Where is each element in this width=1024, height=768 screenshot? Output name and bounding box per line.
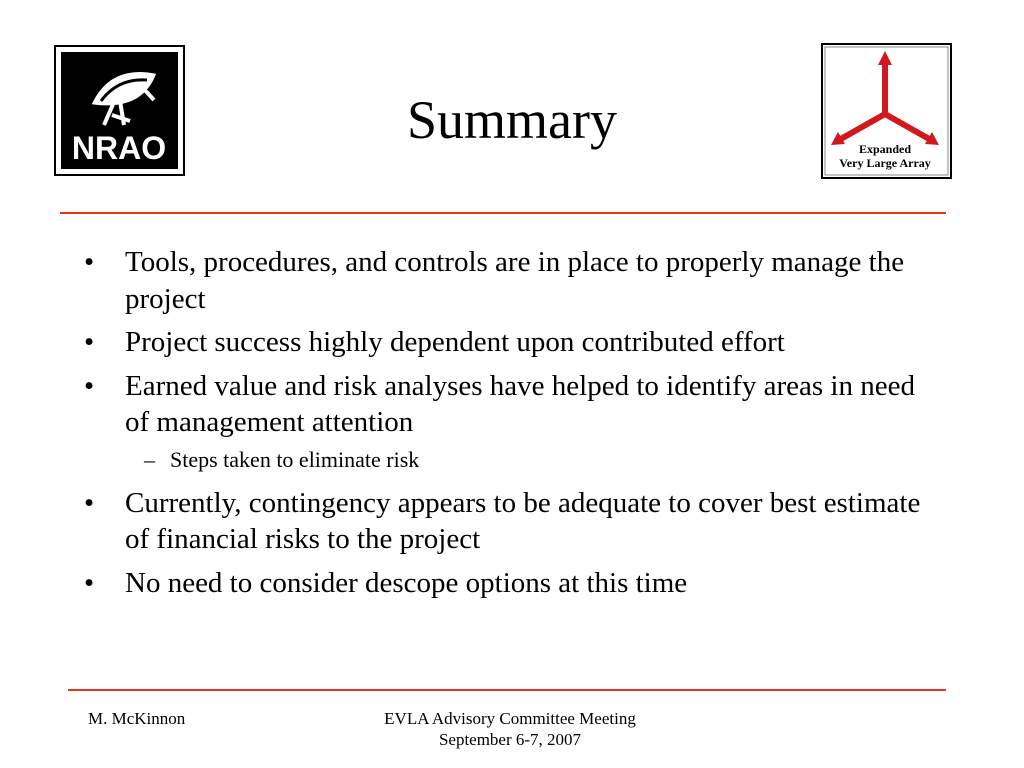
evla-logo-line-2: Very Large Array: [839, 156, 931, 170]
bullet-list: [80, 244, 940, 608]
title-divider: [60, 212, 946, 214]
bullet-marker: •: [84, 246, 95, 278]
sub-bullet-item: [80, 446, 940, 474]
dash-marker: –: [144, 446, 155, 472]
bullet-item: [80, 485, 940, 558]
bullet-text: Currently, contingency appears to be adequate to cover best estimate of financial risks to the project: [125, 486, 921, 555]
bullet-text: No need to consider descope options at this time: [125, 566, 688, 599]
bullet-item: [80, 244, 940, 317]
footer-author: M. McKinnon: [88, 709, 186, 728]
bullet-text: Earned value and risk analyses have helped to identify areas in need of management attention: [125, 369, 915, 438]
bullet-marker: •: [84, 566, 95, 599]
bullet-marker: •: [84, 326, 95, 358]
nrao-logo: [54, 45, 185, 176]
bullet-item: [80, 368, 940, 441]
bullet-item: [80, 565, 940, 602]
bullet-marker: •: [84, 369, 95, 402]
bullet-item: [80, 324, 940, 361]
footer-event-block: [340, 708, 680, 750]
footer-event: EVLA Advisory Committee Meeting: [384, 709, 636, 728]
evla-logo: [821, 43, 952, 179]
sub-bullet-text: Steps taken to eliminate risk: [170, 446, 420, 472]
footer-divider: [68, 689, 946, 691]
bullet-text: Tools, procedures, and controls are in place to properly manage the project: [125, 246, 905, 315]
slide-title: Summary: [407, 90, 617, 150]
evla-logo-line-1: Expanded: [858, 142, 912, 156]
footer-date: September 6-7, 2007: [438, 730, 582, 749]
bullet-text: Project success highly dependent upon contributed effort: [125, 326, 785, 358]
nrao-logo-text: NRAO: [71, 130, 167, 166]
bullet-marker: •: [84, 486, 95, 519]
